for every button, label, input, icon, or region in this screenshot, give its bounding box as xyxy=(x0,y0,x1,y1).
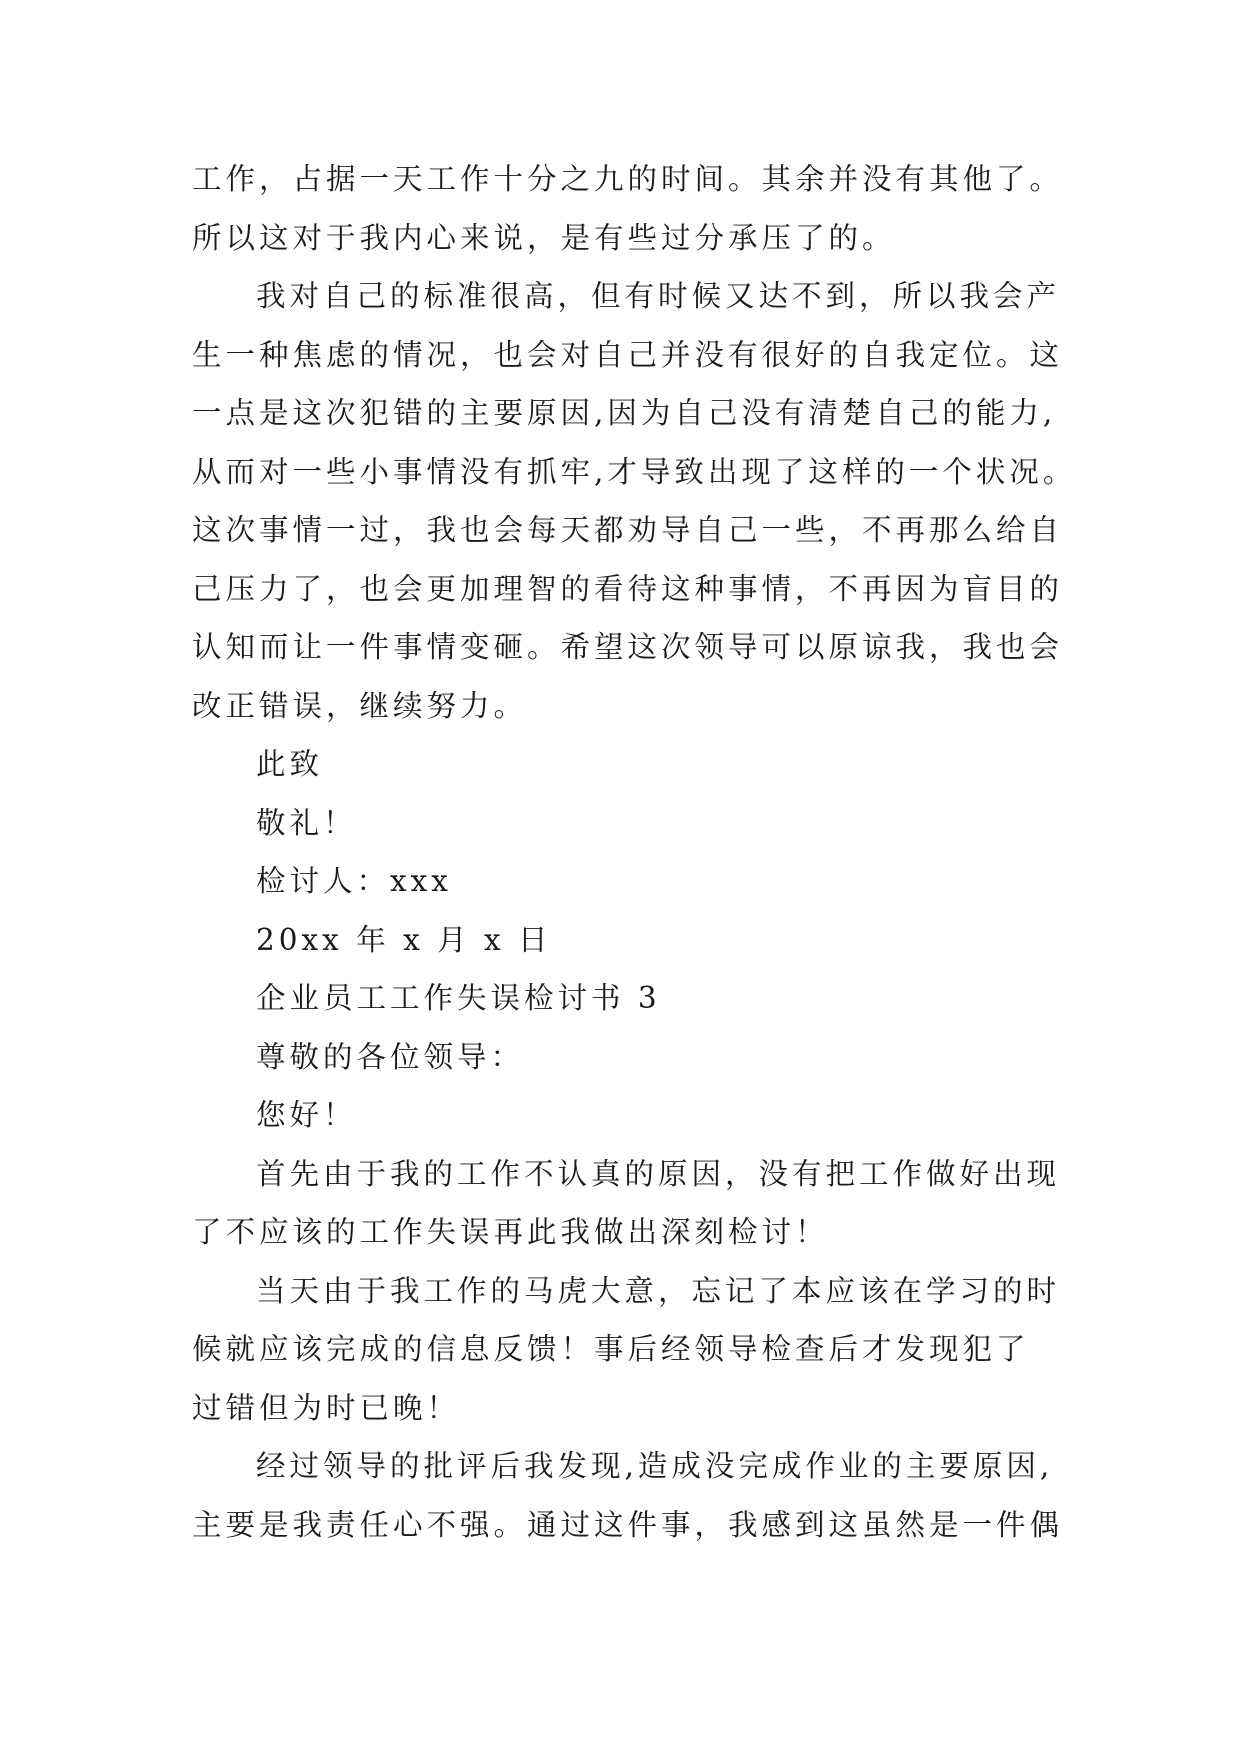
text-line: 经过领导的批评后我发现,造成没完成作业的主要原因, xyxy=(256,1449,1054,1483)
text-line: 所以这对于我内心来说，是有些过分承压了的。 xyxy=(192,220,896,255)
text-line: 一点是这次犯错的主要原因,因为自己没有清楚自己的能力, xyxy=(192,396,1057,430)
text-line: 主要是我责任心不强。通过这件事，我感到这虽然是一件偶 xyxy=(192,1507,1064,1542)
text-line: 认知而让一件事情变砸。希望这次领导可以原谅我，我也会 xyxy=(192,630,1064,664)
signature-line: 检讨人：xxx xyxy=(256,864,452,898)
greeting-line: 尊敬的各位领导： xyxy=(256,1039,525,1074)
closing-regards: 敬礼！ xyxy=(256,805,357,840)
greeting-hello: 您好！ xyxy=(256,1098,357,1132)
text-line: 从而对一些小事情没有抓牢,才导致出现了这样的一个状况。 xyxy=(192,454,1077,489)
section-title: 企业员工工作失误检讨书 3 xyxy=(256,981,661,1015)
closing-salutation: 此致 xyxy=(256,747,324,781)
document-body xyxy=(192,150,1077,1554)
text-line: 过错但为时已晚！ xyxy=(192,1390,461,1425)
text-line: 候就应该完成的信息反馈！事后经领导检查后才发现犯了 xyxy=(192,1332,1030,1366)
text-line: 生一种焦虑的情况，也会对自己并没有很好的自我定位。这 xyxy=(192,337,1064,372)
date-line: 20xx 年 x 月 x 日 xyxy=(256,922,552,957)
text-line: 了不应该的工作失误再此我做出深刻检讨！ xyxy=(192,1215,829,1249)
text-line: 当天由于我工作的马虎大意，忘记了本应该在学习的时 xyxy=(256,1273,1061,1308)
text-line: 改正错误，继续努力。 xyxy=(192,688,528,723)
text-line: 这次事情一过，我也会每天都劝导自己一些，不再那么给自 xyxy=(192,513,1064,547)
text-line: 己压力了，也会更加理智的看待这种事情，不再因为盲目的 xyxy=(192,571,1064,606)
text-line: 首先由于我的工作不认真的原因，没有把工作做好出现 xyxy=(256,1156,1061,1191)
text-line: 我对自己的标准很高，但有时候又达不到，所以我会产 xyxy=(256,279,1061,313)
text-line: 工作，占据一天工作十分之九的时间。其余并没有其他了。 xyxy=(192,162,1064,196)
